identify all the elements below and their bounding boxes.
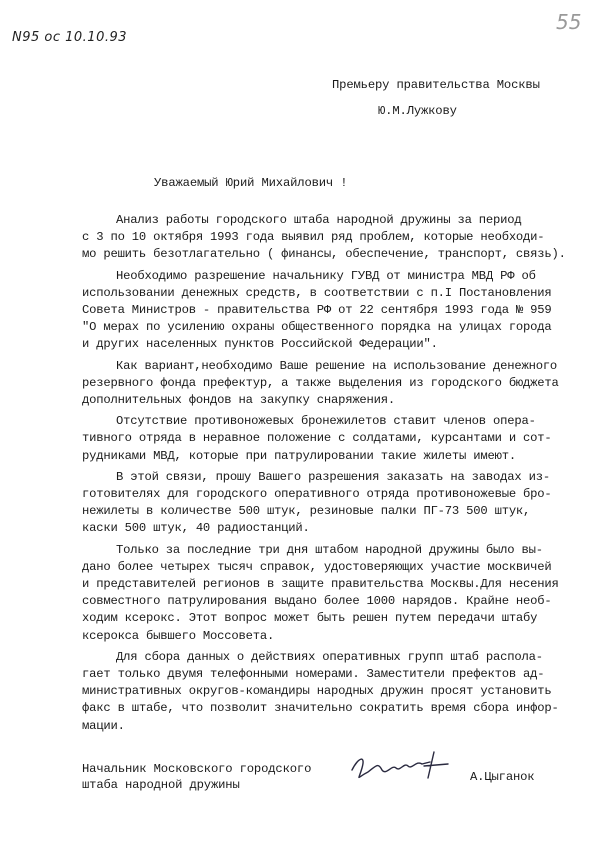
- signatory-name: А.Цыганок: [470, 770, 535, 784]
- paragraph-line: рудниками МВД, которые при патрулировании такие жилеты имеют.: [82, 448, 516, 463]
- paragraph-line: резервного фонда префектур, а также выделения из городского бюджета: [82, 375, 559, 390]
- paragraph-line: мации.: [82, 718, 125, 733]
- paragraph-line: нежилеты в количестве 500 штук, резиновые палки ПГ-73 500 штук,: [82, 504, 531, 519]
- paragraph-line: Для сбора данных о действиях оперативных групп штаб распола-: [116, 649, 543, 664]
- paragraph-line: с 3 по 10 октября 1993 года выявил ряд проблем, которые необходи-: [82, 230, 545, 245]
- paragraph: [82, 413, 552, 465]
- paragraph-line: Совета Министров - правительства РФ от 22 сентября 1993 года № 959: [82, 303, 552, 318]
- paragraph-line: В этой связи, прошу Вашего разрешения заказать на заводах из-: [116, 469, 550, 484]
- paragraph-line: дополнительных фондов на закупку снаряжения.: [82, 393, 396, 408]
- letter-body: [82, 212, 566, 739]
- paragraph-line: гает только двумя телефонными номерами. Заместители префектов ад-: [82, 667, 545, 682]
- handwritten-signature-image: [348, 748, 458, 784]
- paragraph-line: Анализ работы городского штаба народной дружины за период: [116, 213, 522, 227]
- paragraph-line: использовании денежных средств, в соответствии с п.I Постановления: [82, 285, 552, 300]
- signatory-title-line-2: штаба народной дружины: [82, 778, 240, 792]
- salutation: Уважаемый Юрий Михайлович !: [154, 176, 348, 190]
- paragraph: [82, 212, 566, 264]
- paragraph-line: министративных округов-командиры народных дружин просят установить: [82, 684, 552, 699]
- paragraph: [82, 542, 559, 645]
- paragraph: [82, 268, 552, 354]
- paragraph-line: дано более четырех тысяч справок, удостоверяющих участие москвичей: [82, 559, 552, 574]
- paragraph-line: мо решить безотлагательно ( финансы, обеспечение, транспорт, связь).: [82, 247, 566, 262]
- paragraph-line: ксерокса бывшего Моссовета.: [82, 628, 275, 643]
- paragraph-line: Как вариант,необходимо Ваше решение на использование денежного: [116, 358, 558, 373]
- paragraph-line: Необходимо разрешение начальнику ГУВД от министра МВД РФ об: [116, 268, 536, 283]
- paragraph-line: каски 500 штук, 40 радиостанций.: [82, 521, 310, 536]
- paragraph-line: и других населенных пунктов Российской Федерации".: [82, 337, 438, 352]
- addressee-line-1: Премьеру правительства Москвы: [332, 78, 540, 92]
- paragraph-line: Отсутствие противоножевых бронежилетов ставит членов опера-: [116, 414, 536, 429]
- paragraph-line: "О мерах по усилению охраны общественного порядка на улицах города: [82, 320, 552, 335]
- signatory-title-line-1: Начальник Московского городского: [82, 762, 312, 776]
- paragraph-line: совместного патрулирования выдано более 1000 нарядов. Крайне необ-: [82, 594, 552, 609]
- paragraph: [82, 469, 552, 538]
- paragraph-line: Только за последние три дня штабом народной дружины было вы-: [116, 542, 543, 557]
- addressee-line-2: Ю.М.Лужкову: [378, 104, 457, 118]
- paragraph-line: факс в штабе, что позволит значительно сократить время сбора инфор-: [82, 701, 559, 716]
- paragraph-line: ходим ксерокс. Этот вопрос может быть решен путем передачи штабу: [82, 611, 538, 626]
- paragraph: [82, 358, 559, 410]
- registration-number: N95 oc 10.10.93: [12, 30, 128, 45]
- paragraph-line: готовителях для городского оперативного отряда противоножевые бро-: [82, 487, 552, 502]
- page-number: 55: [556, 10, 582, 34]
- paragraph-line: тивного отряда в неравное положение с солдатами, курсантами и сот-: [82, 431, 552, 446]
- paragraph-line: и представителей регионов в защите правительства Москвы.Для несения: [82, 577, 559, 592]
- paragraph: [82, 649, 559, 735]
